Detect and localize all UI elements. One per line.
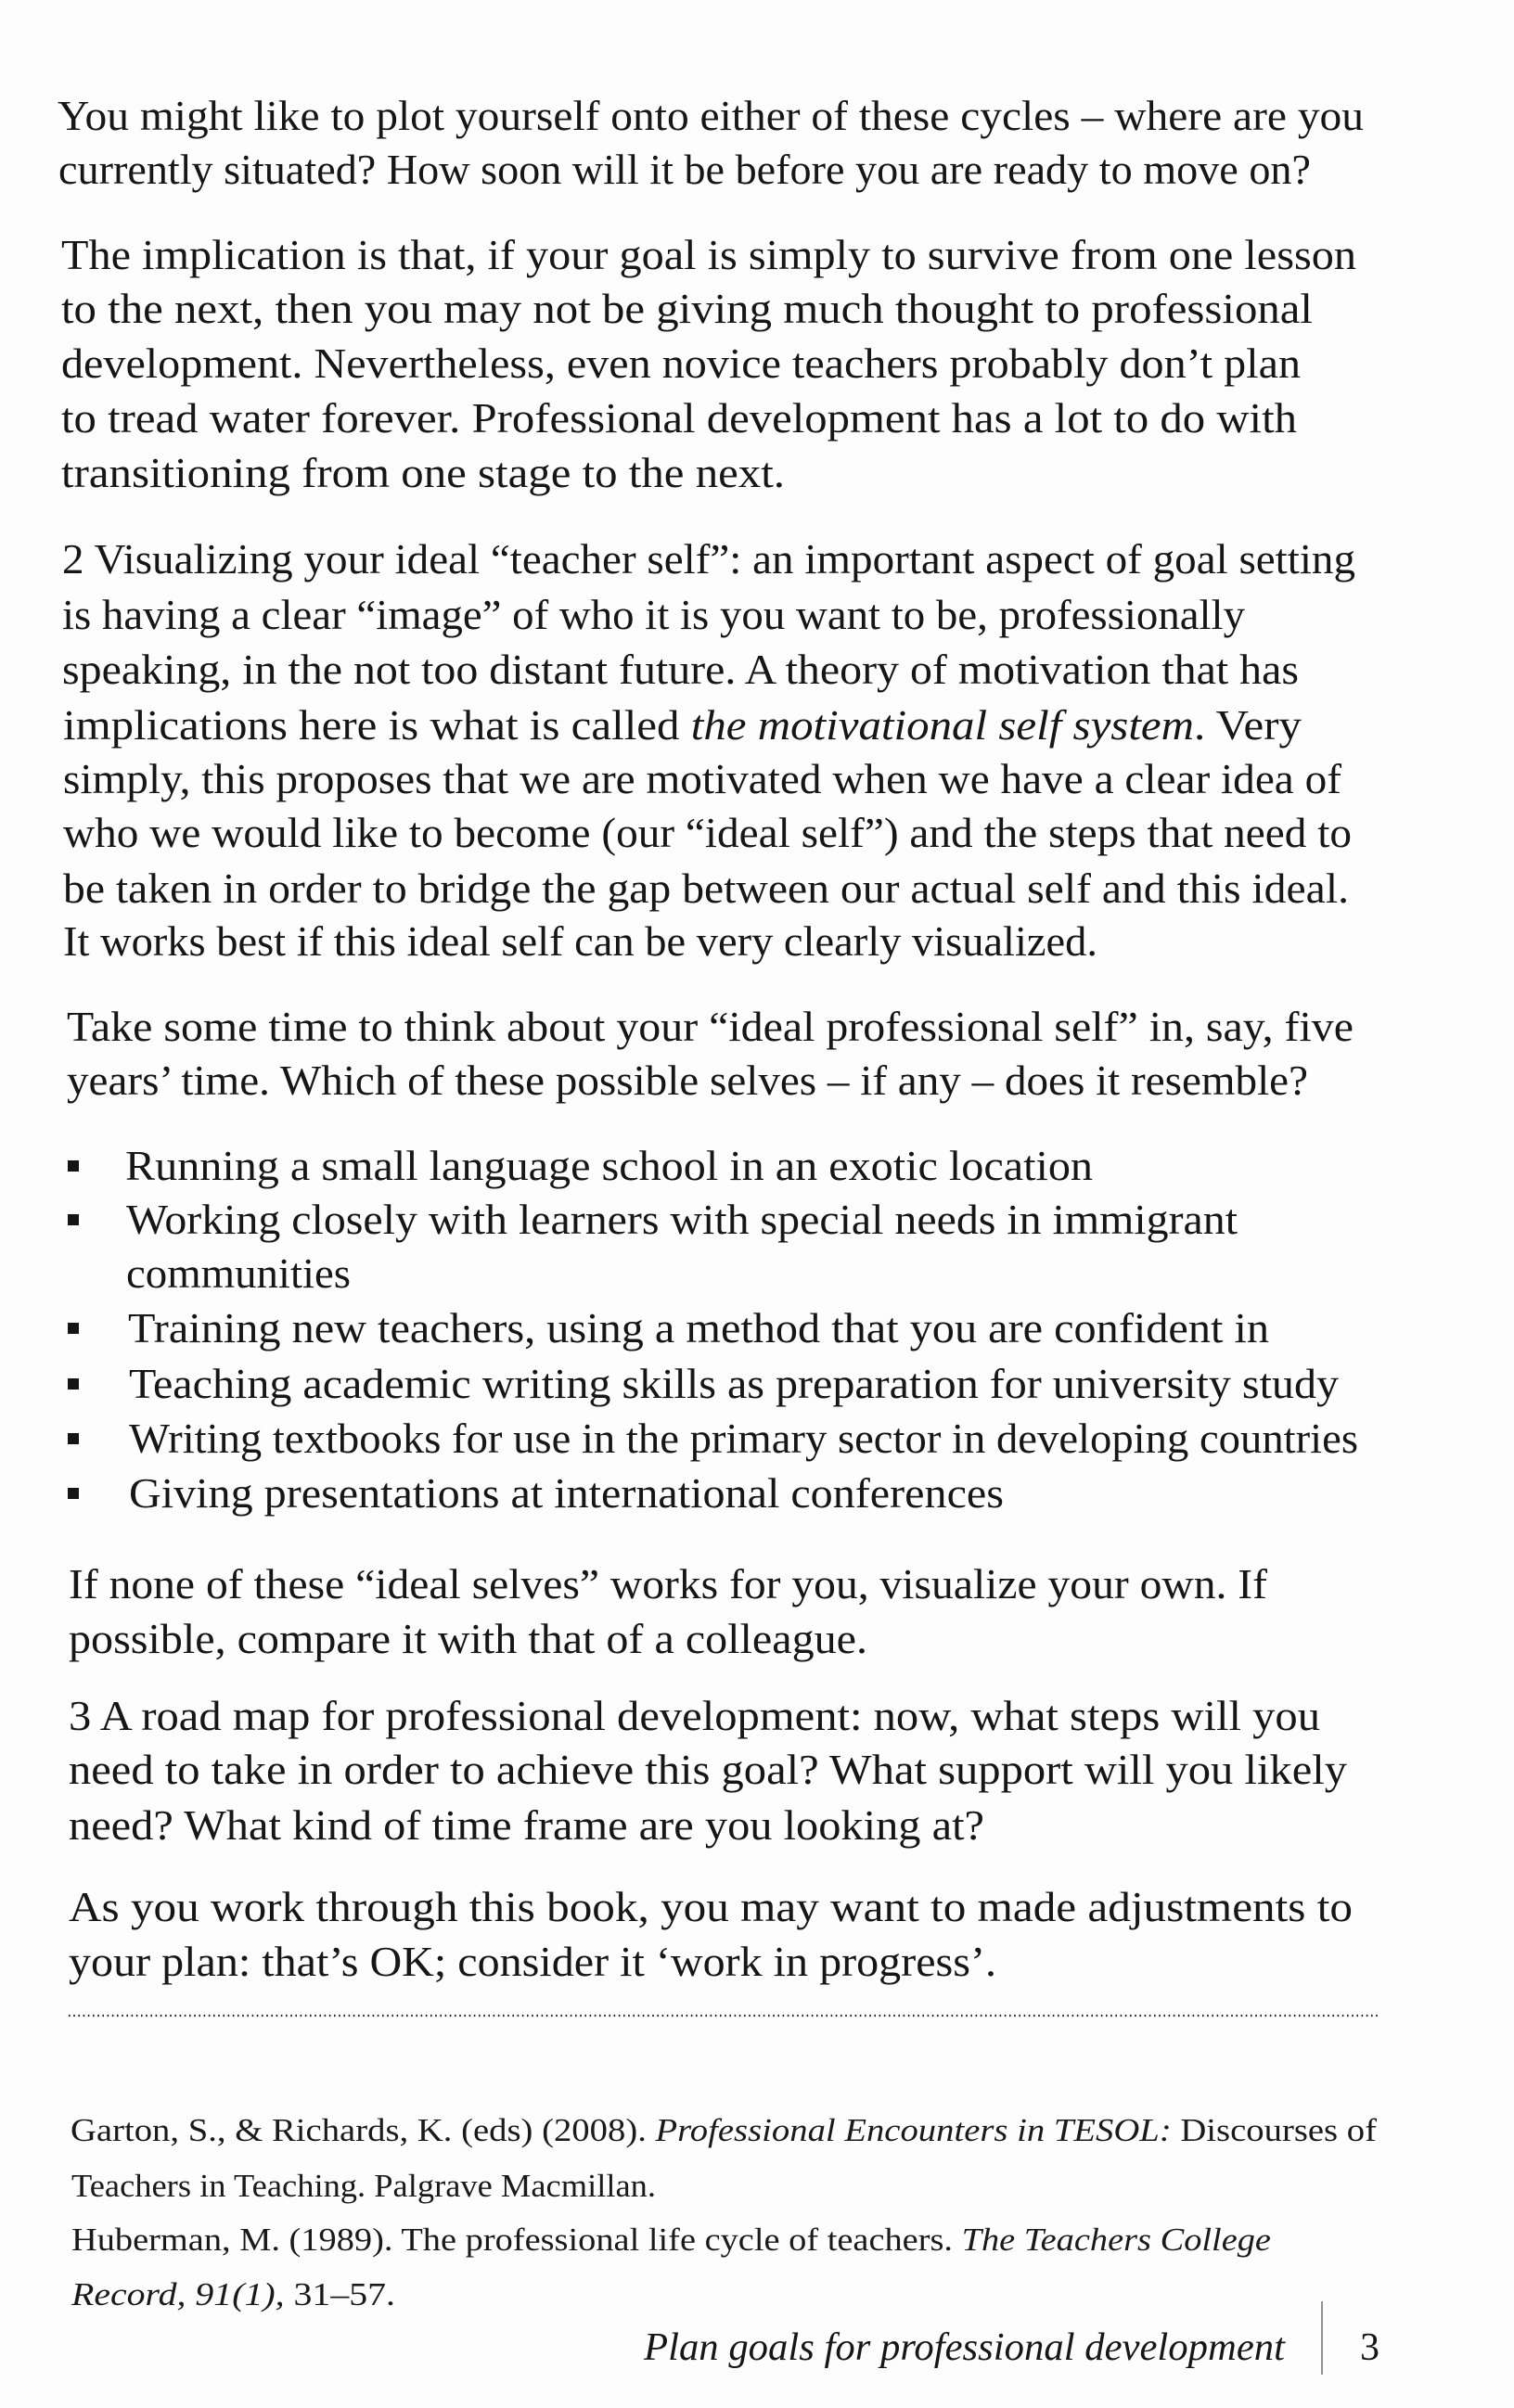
running-title: Plan goals for professional development bbox=[642, 2326, 1287, 2369]
reference-authors: Garton, S., & Richards, K. (eds) (2008). bbox=[71, 2112, 600, 2148]
list-item-text: Giving presentations at international conferences bbox=[129, 1469, 1004, 1517]
possible-selves-list bbox=[68, 1142, 1358, 1517]
bullet-square-icon bbox=[68, 1160, 79, 1172]
paragraph-road-map bbox=[69, 1692, 1347, 1849]
reference-journal-volume: Record, 91(1), bbox=[71, 2276, 259, 2312]
text-line: You might like to plot yourself onto either of these cycles – where are you bbox=[58, 92, 1364, 139]
reference-pages: 31–57. bbox=[284, 2276, 382, 2312]
emphasis-term: the motivational self system bbox=[690, 701, 1164, 749]
reference-authors: Huberman, M. (1989). The professional life cycle of teachers. bbox=[71, 2222, 884, 2258]
page-footer bbox=[643, 2301, 1379, 2375]
bullet-square-icon bbox=[68, 1214, 79, 1225]
paragraph-ideal-professional-self bbox=[67, 1003, 1354, 1104]
reference-journal: The Teachers College bbox=[961, 2222, 1244, 2258]
list-item-text: Training new teachers, using a method that you are confident in bbox=[128, 1304, 1269, 1351]
list-item-text: Teaching academic writing skills as preparation for university study bbox=[129, 1360, 1339, 1407]
bullet-square-icon bbox=[68, 1488, 79, 1499]
text-line: to the next, then you may not be giving much thought to professional bbox=[61, 285, 1313, 332]
text-line: who we would like to become (our “ideal self”) and the steps that need to bbox=[63, 809, 1352, 856]
text-line: speaking, in the not too distant future. A theory of motivation that has bbox=[62, 646, 1299, 693]
reference-huberman bbox=[71, 2222, 1271, 2258]
list-item bbox=[68, 1304, 1269, 1351]
bullet-square-icon bbox=[68, 1378, 79, 1390]
text-line: currently situated? How soon will it be before you are ready to move on? bbox=[58, 146, 1311, 193]
paragraph-implication bbox=[61, 231, 1356, 496]
text-line: development. Nevertheless, even novice teachers probably don’t plan bbox=[61, 339, 1301, 387]
list-item bbox=[68, 1142, 1093, 1189]
text-line: If none of these “ideal selves” works for you, visualize your own. If bbox=[69, 1560, 1268, 1607]
text-line: need to take in order to achieve this goal? What support will you likely bbox=[69, 1746, 1347, 1793]
list-item-text-continuation: communities bbox=[126, 1249, 351, 1297]
text-line: your plan: that’s OK; consider it ‘work in progress’. bbox=[69, 1938, 996, 1985]
bullet-square-icon bbox=[68, 1433, 79, 1444]
paragraph-cycles-question bbox=[58, 92, 1364, 193]
text-line: Take some time to think about your “ideal professional self” in, say, five bbox=[67, 1003, 1354, 1050]
list-item bbox=[68, 1360, 1339, 1407]
text-line: need? What kind of time frame are you looking at? bbox=[69, 1801, 984, 1849]
text-line-with-emphasis bbox=[63, 701, 1302, 749]
page-number: 3 bbox=[1360, 2326, 1379, 2369]
reference-garton-continuation: Teachers in Teaching. Palgrave Macmillan. bbox=[71, 2168, 656, 2204]
paragraph-visualizing-ideal-self bbox=[62, 535, 1355, 965]
list-item bbox=[68, 1196, 1238, 1297]
text-line: possible, compare it with that of a colleague. bbox=[69, 1615, 867, 1662]
text-line: is having a clear “image” of who it is you want to be, professionally bbox=[62, 591, 1245, 638]
text-run: . Very bbox=[1194, 701, 1296, 749]
list-item bbox=[68, 1469, 1004, 1517]
list-item-text: Writing textbooks for use in the primary sector in developing countries bbox=[129, 1415, 1358, 1462]
reference-subtitle: Discourses of bbox=[1171, 2112, 1357, 2148]
text-line: be taken in order to bridge the gap between our actual self and this ideal. bbox=[63, 865, 1349, 912]
text-line: to tread water forever. Professional development has a lot to do with bbox=[61, 394, 1297, 442]
list-item-text: Running a small language school in an exotic location bbox=[125, 1142, 1093, 1189]
text-line: The implication is that, if your goal is simply to survive from one lesson bbox=[61, 231, 1356, 278]
references bbox=[71, 2112, 1378, 2312]
reference-huberman-continuation bbox=[71, 2276, 395, 2312]
bullet-square-icon bbox=[68, 1323, 79, 1334]
text-line: As you work through this book, you may want to made adjustments to bbox=[69, 1883, 1353, 1930]
reference-title: Professional Encounters in TESOL: bbox=[655, 2112, 1123, 2148]
paragraph-work-in-progress bbox=[69, 1883, 1353, 1985]
reference-garton bbox=[71, 2112, 1377, 2148]
text-line: years’ time. Which of these possible selves – if any – does it resemble? bbox=[67, 1057, 1308, 1104]
text-line: It works best if this ideal self can be very clearly visualized. bbox=[63, 917, 1097, 965]
list-item bbox=[68, 1415, 1358, 1462]
text-line: simply, this proposes that we are motivated when we have a clear idea of bbox=[63, 755, 1342, 802]
list-item-text: Working closely with learners with special needs in immigrant bbox=[126, 1196, 1238, 1243]
text-line: 3 A road map for professional development: now, what steps will you bbox=[69, 1692, 1320, 1739]
text-run: implications here is what is called bbox=[63, 701, 654, 749]
text-line: transitioning from one stage to the next. bbox=[61, 449, 785, 496]
text-line: 2 Visualizing your ideal “teacher self”: an important aspect of goal setting bbox=[62, 535, 1355, 583]
paragraph-none-of-these bbox=[69, 1560, 1268, 1662]
